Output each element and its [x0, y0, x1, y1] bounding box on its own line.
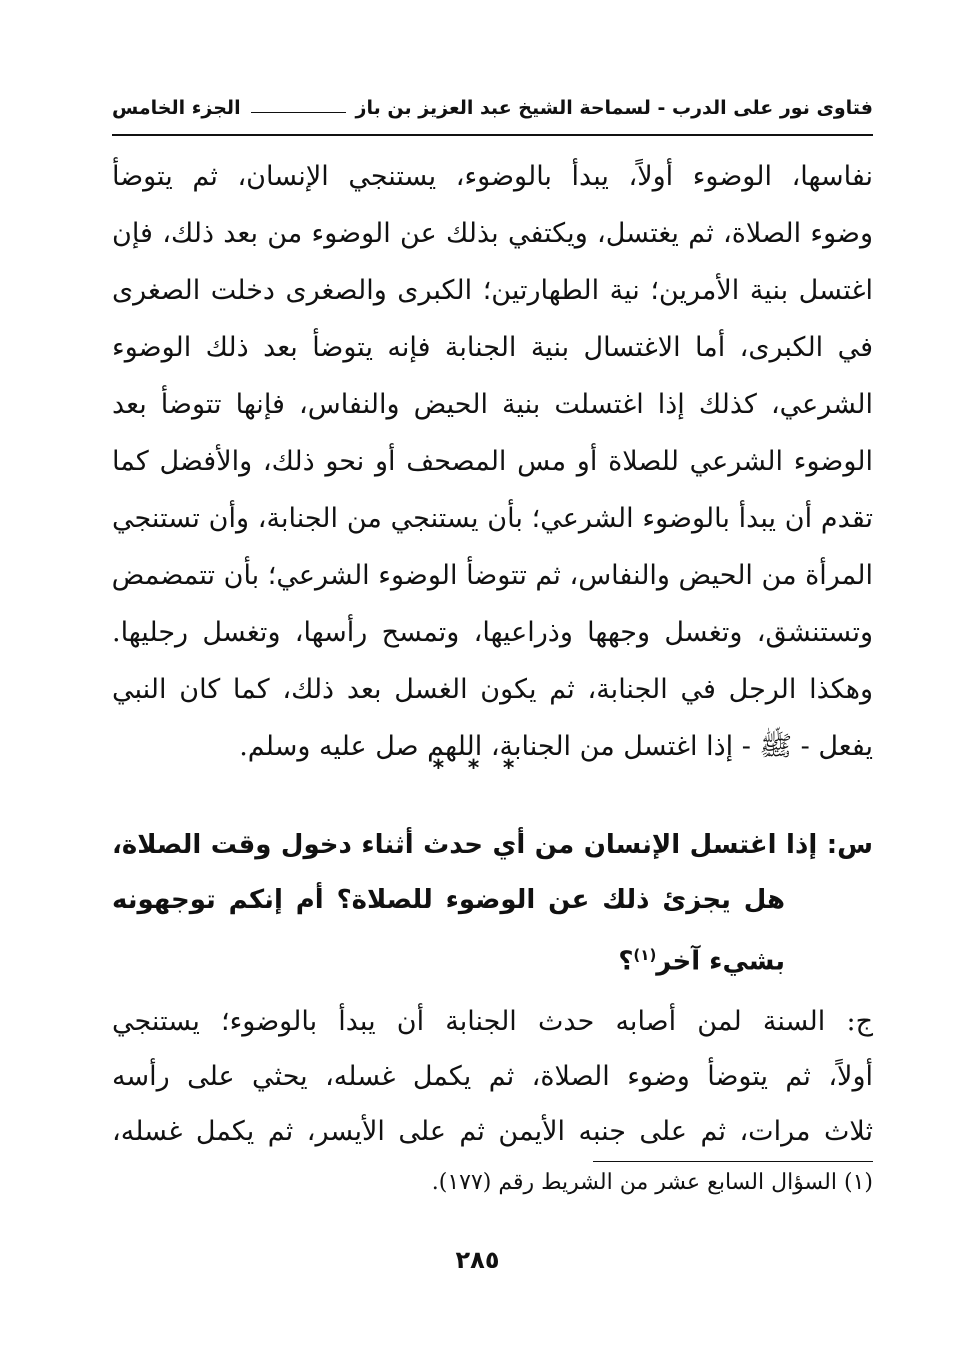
running-header [112, 88, 873, 128]
question-text: إذا اغتسل الإنسان من أي حدث أثناء دخول وقت الصلاة، [112, 830, 818, 860]
question-label: س: [826, 830, 873, 860]
answer-line: ج: السنة لمن أصابه حدث الجنابة أن يبدأ بالوضوء؛ يستنجي [112, 1006, 873, 1037]
question-text: بشيء آخر [656, 946, 785, 977]
question-mark: ؟ [618, 946, 634, 977]
question-line [112, 928, 873, 983]
series-title: فتاوى نور على الدرب - لسماحة الشيخ عبد العزيز بن باز [355, 97, 873, 119]
question-line: هل يجزئ ذلك عن الوضوء للصلاة؟ أم إنكم توجهونه [112, 885, 785, 915]
body-line: وضوء الصلاة، ثم يغتسل، ويكتفي بذلك عن الوضوء من بعد ذلك، فإن [112, 218, 873, 249]
body-line: الوضوء الشرعي للصلاة أو مس المصحف أو نحو ذلك، والأفضل كما [112, 446, 873, 477]
footnote-reference: (١) [633, 946, 657, 964]
footnote: (١) السؤال السابع عشر من الشريط رقم (١٧٧). [431, 1170, 873, 1195]
volume-label: الجزء الخامس [112, 97, 241, 119]
section-separator: * * * [432, 756, 523, 781]
header-divider [112, 134, 873, 136]
body-line: اغتسل بنية الأمرين؛ نية الطهارتين؛ الكبرى والصغرى دخلت الصغرى [112, 275, 873, 306]
header-dash-rule [251, 112, 346, 113]
body-paragraph [112, 148, 873, 775]
body-line: الشرعي، كذلك إذا اغتسلت بنية الحيض والنفاس، فإنها تتوضأ بعد [112, 389, 873, 420]
body-line: وتستنشق، وتغسل وجهها وذراعيها، وتمسح رأسها، وتغسل رجليها. [112, 617, 873, 648]
answer-line: أولاً، ثم يتوضأ وضوء الصلاة، ثم يكمل غسله، يحثي على رأسه [112, 1061, 873, 1092]
page-number: ٢٨٥ [455, 1246, 500, 1274]
footnote-divider [593, 1161, 873, 1162]
answer-line: ثلاث مرات، ثم على جنبه الأيمن ثم على الأيسر، ثم يكمل غسله، [112, 1116, 873, 1147]
question-line [112, 818, 873, 873]
body-line: يفعل - ﷺ - إذا اغتسل من الجنابة، اللهم صل عليه وسلم. [239, 731, 873, 762]
body-line: وهكذا الرجل في الجنابة، ثم يكون الغسل بعد ذلك، كما كان النبي [112, 674, 873, 705]
body-line: تقدم أن يبدأ بالوضوء الشرعي؛ بأن يستنجي من الجنابة، وأن تستنجي [112, 503, 873, 534]
body-line: نفاسها، الوضوء أولاً، يبدأ بالوضوء، يستنجي الإنسان، ثم يتوضأ [112, 161, 873, 192]
question-block [112, 818, 873, 983]
body-line: المرأة من الحيض والنفاس، ثم تتوضأ الوضوء الشرعي؛ بأن تتمضمض [111, 560, 873, 591]
answer-block [112, 994, 873, 1159]
body-line: في الكبرى، أما الاغتسال بنية الجنابة فإنه يتوضأ بعد ذلك الوضوء [112, 332, 873, 363]
